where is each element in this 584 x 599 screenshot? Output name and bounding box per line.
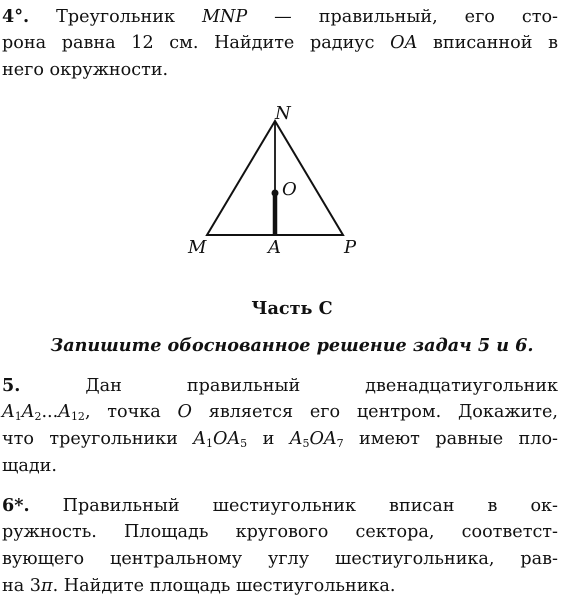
subscript: 5 [240, 437, 248, 450]
vertex: A [323, 429, 337, 449]
problem-5-number: 5. [2, 375, 21, 396]
problem-6-text: на 3 [2, 576, 42, 596]
problem-6-text: . Найдите площадь шестиугольника. [52, 576, 396, 596]
problem-5-text: Дан правильный двенадцатиугольник [20, 376, 558, 396]
problem-4-text: вписанной в [417, 33, 558, 53]
vertex: A [289, 429, 303, 449]
problem-4-text: — правильный, его сто- [247, 7, 558, 27]
ellipsis: ... [41, 402, 59, 422]
problem-5-text: имеют равные пло- [343, 429, 558, 449]
center-o: O [177, 402, 192, 422]
problem-5-text: что треугольники [2, 429, 194, 449]
part-c-instruction: Запишите обоснованное решение задач 5 и 6. [50, 335, 534, 356]
problem-4-text: Треугольник [29, 7, 202, 27]
problem-5-text: , точка [84, 402, 178, 422]
center-o: O [309, 429, 324, 449]
center-point-o [272, 190, 279, 197]
triangle-name: MNP [201, 7, 248, 27]
vertex: A [193, 429, 207, 449]
problem-5-line-3 [2, 427, 558, 456]
subscript: 1 [14, 410, 22, 423]
problem-6-line-4 [2, 574, 558, 599]
part-c-heading: Часть С [251, 298, 333, 319]
label-a: A [268, 237, 281, 258]
subscript: 7 [336, 437, 344, 450]
problem-4-number: 4°. [2, 6, 30, 27]
vertex: A [227, 429, 241, 449]
problem-6-text: Правильный шестиугольник вписан в ок- [29, 496, 558, 516]
radius-name: OA [390, 33, 418, 53]
vertex-a2: A [21, 402, 35, 422]
problem-6-line-3: вующего центральному углу шестиугольника, рав- [2, 549, 558, 569]
label-o: O [282, 179, 297, 200]
problem-4-text: рона равна 12 см. Найдите радиус [2, 33, 391, 53]
problem-6-line-2: ружность. Площадь кругового сектора, соответст- [2, 522, 558, 542]
problem-5-line-2 [2, 400, 558, 429]
problem-5-line-4: щади. [2, 456, 57, 476]
problem-5-text: и [247, 429, 290, 449]
vertex-a12: A [58, 402, 71, 422]
subscript: 5 [302, 437, 310, 450]
label-p: P [344, 237, 357, 258]
problem-6-line-1 [2, 493, 558, 519]
pi-symbol: π [41, 576, 53, 596]
problem-5-text: является его центром. Докажите, [191, 402, 558, 422]
problem-4-line-3: него окружности. [2, 60, 169, 80]
label-n: N [275, 103, 291, 124]
label-m: M [188, 237, 207, 258]
vertex-a1: A [2, 402, 15, 422]
problem-5-line-1 [2, 373, 558, 399]
center-o: O [213, 429, 228, 449]
subscript: 1 [206, 437, 214, 450]
subscript: 12 [70, 410, 85, 423]
subscript: 2 [34, 410, 42, 423]
problem-6-number: 6*. [2, 495, 30, 516]
